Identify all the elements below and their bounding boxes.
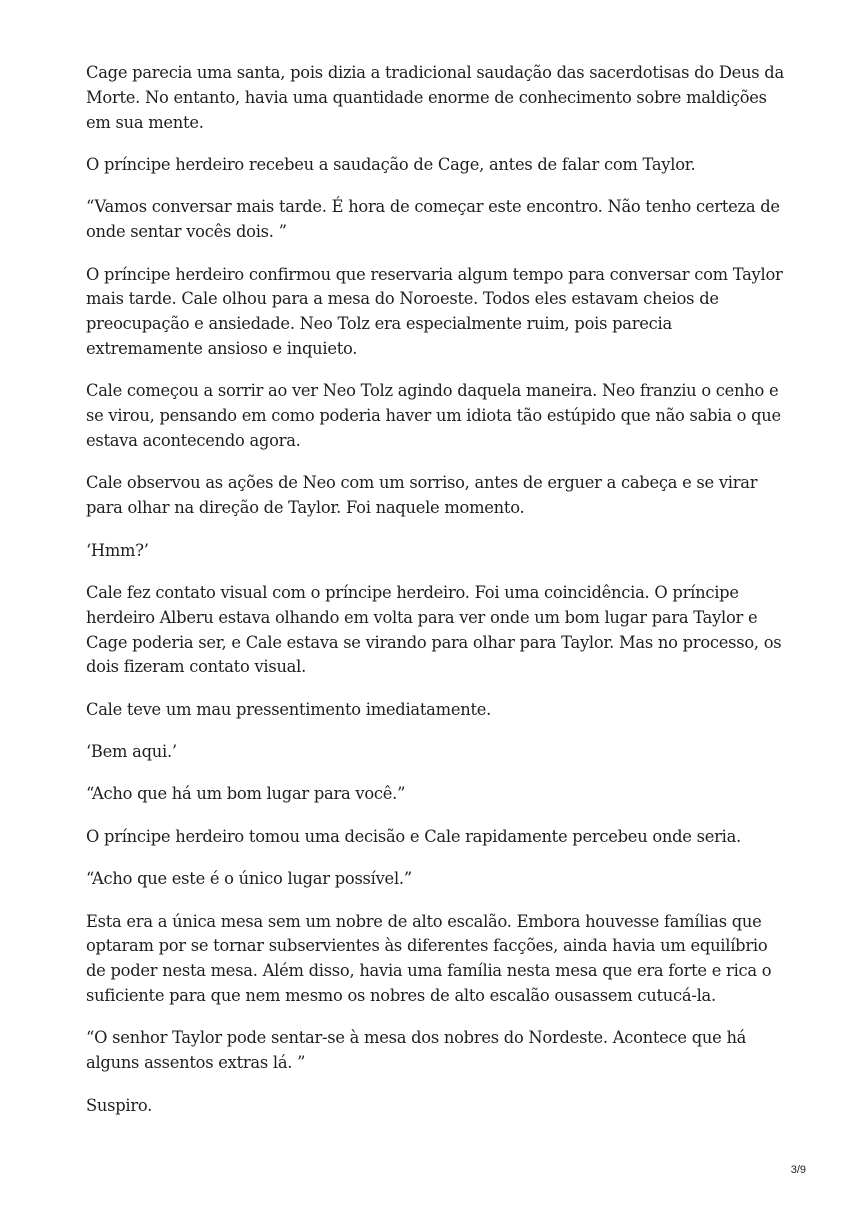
paragraph: Cage parecia uma santa, pois dizia a tradicional saudação das sacerdotisas do Deus da Morte. No entanto, havia uma quantidade enorme de conhecimento sobre maldições em sua mente. [86, 63, 784, 132]
paragraph: Cale observou as ações de Neo com um sorriso, antes de erguer a cabeça e se virar para olhar na direção de Taylor. Foi naquele momento. [86, 473, 758, 518]
paragraph: O príncipe herdeiro confirmou que reservaria algum tempo para conversar com Taylor mais tarde. Cale olhou para a mesa do Noroeste. Todos eles estavam cheios de preocupação e ansiedade. Neo Tolz era especialmente ruim, pois parecia extremamente ansioso e inquieto. [86, 264, 783, 358]
paragraph: Cale teve um mau pressentimento imediatamente. [86, 699, 492, 719]
paragraph: Suspiro. [86, 1095, 153, 1115]
paragraph: “O senhor Taylor pode sentar-se à mesa dos nobres do Nordeste. Acontece que há alguns assentos extras lá. ” [86, 1028, 747, 1073]
paragraph: “Acho que este é o único lugar possível.” [86, 869, 412, 889]
document-body [86, 61, 786, 1136]
paragraph: Cale começou a sorrir ao ver Neo Tolz agindo daquela maneira. Neo franziu o cenho e se virou, pensando em como poderia haver um idiota tão estúpido que não sabia o que estava acontecendo agora. [86, 381, 781, 450]
paragraph: Cale fez contato visual com o príncipe herdeiro. Foi uma coincidência. O príncipe herdeiro Alberu estava olhando em volta para ver onde um bom lugar para Taylor e Cage poderia ser, e Cale estava se virando para olhar para Taylor. Mas no processo, os dois fizeram contato visual. [86, 582, 782, 677]
paragraph: ‘Bem aqui.’ [86, 742, 177, 762]
page-number: 3/9 [790, 1164, 806, 1176]
paragraph: O príncipe herdeiro tomou uma decisão e Cale rapidamente percebeu onde seria. [86, 826, 741, 846]
paragraph: O príncipe herdeiro recebeu a saudação de Cage, antes de falar com Taylor. [86, 154, 696, 174]
paragraph: “Vamos conversar mais tarde. É hora de começar este encontro. Não tenho certeza de onde sentar vocês dois. ” [86, 197, 780, 242]
paragraph: ‘Hmm?’ [86, 540, 149, 560]
paragraph: Esta era a única mesa sem um nobre de alto escalão. Embora houvesse famílias que optaram por se tornar subservientes às diferentes facções, ainda havia um equilíbrio de poder nesta mesa. Além disso, havia uma família nesta mesa que era forte e rica o suficiente para que nem mesmo os nobres de alto escalão ousassem cutucá-la. [86, 911, 772, 1006]
paragraph: “Acho que há um bom lugar para você.” [86, 784, 406, 804]
